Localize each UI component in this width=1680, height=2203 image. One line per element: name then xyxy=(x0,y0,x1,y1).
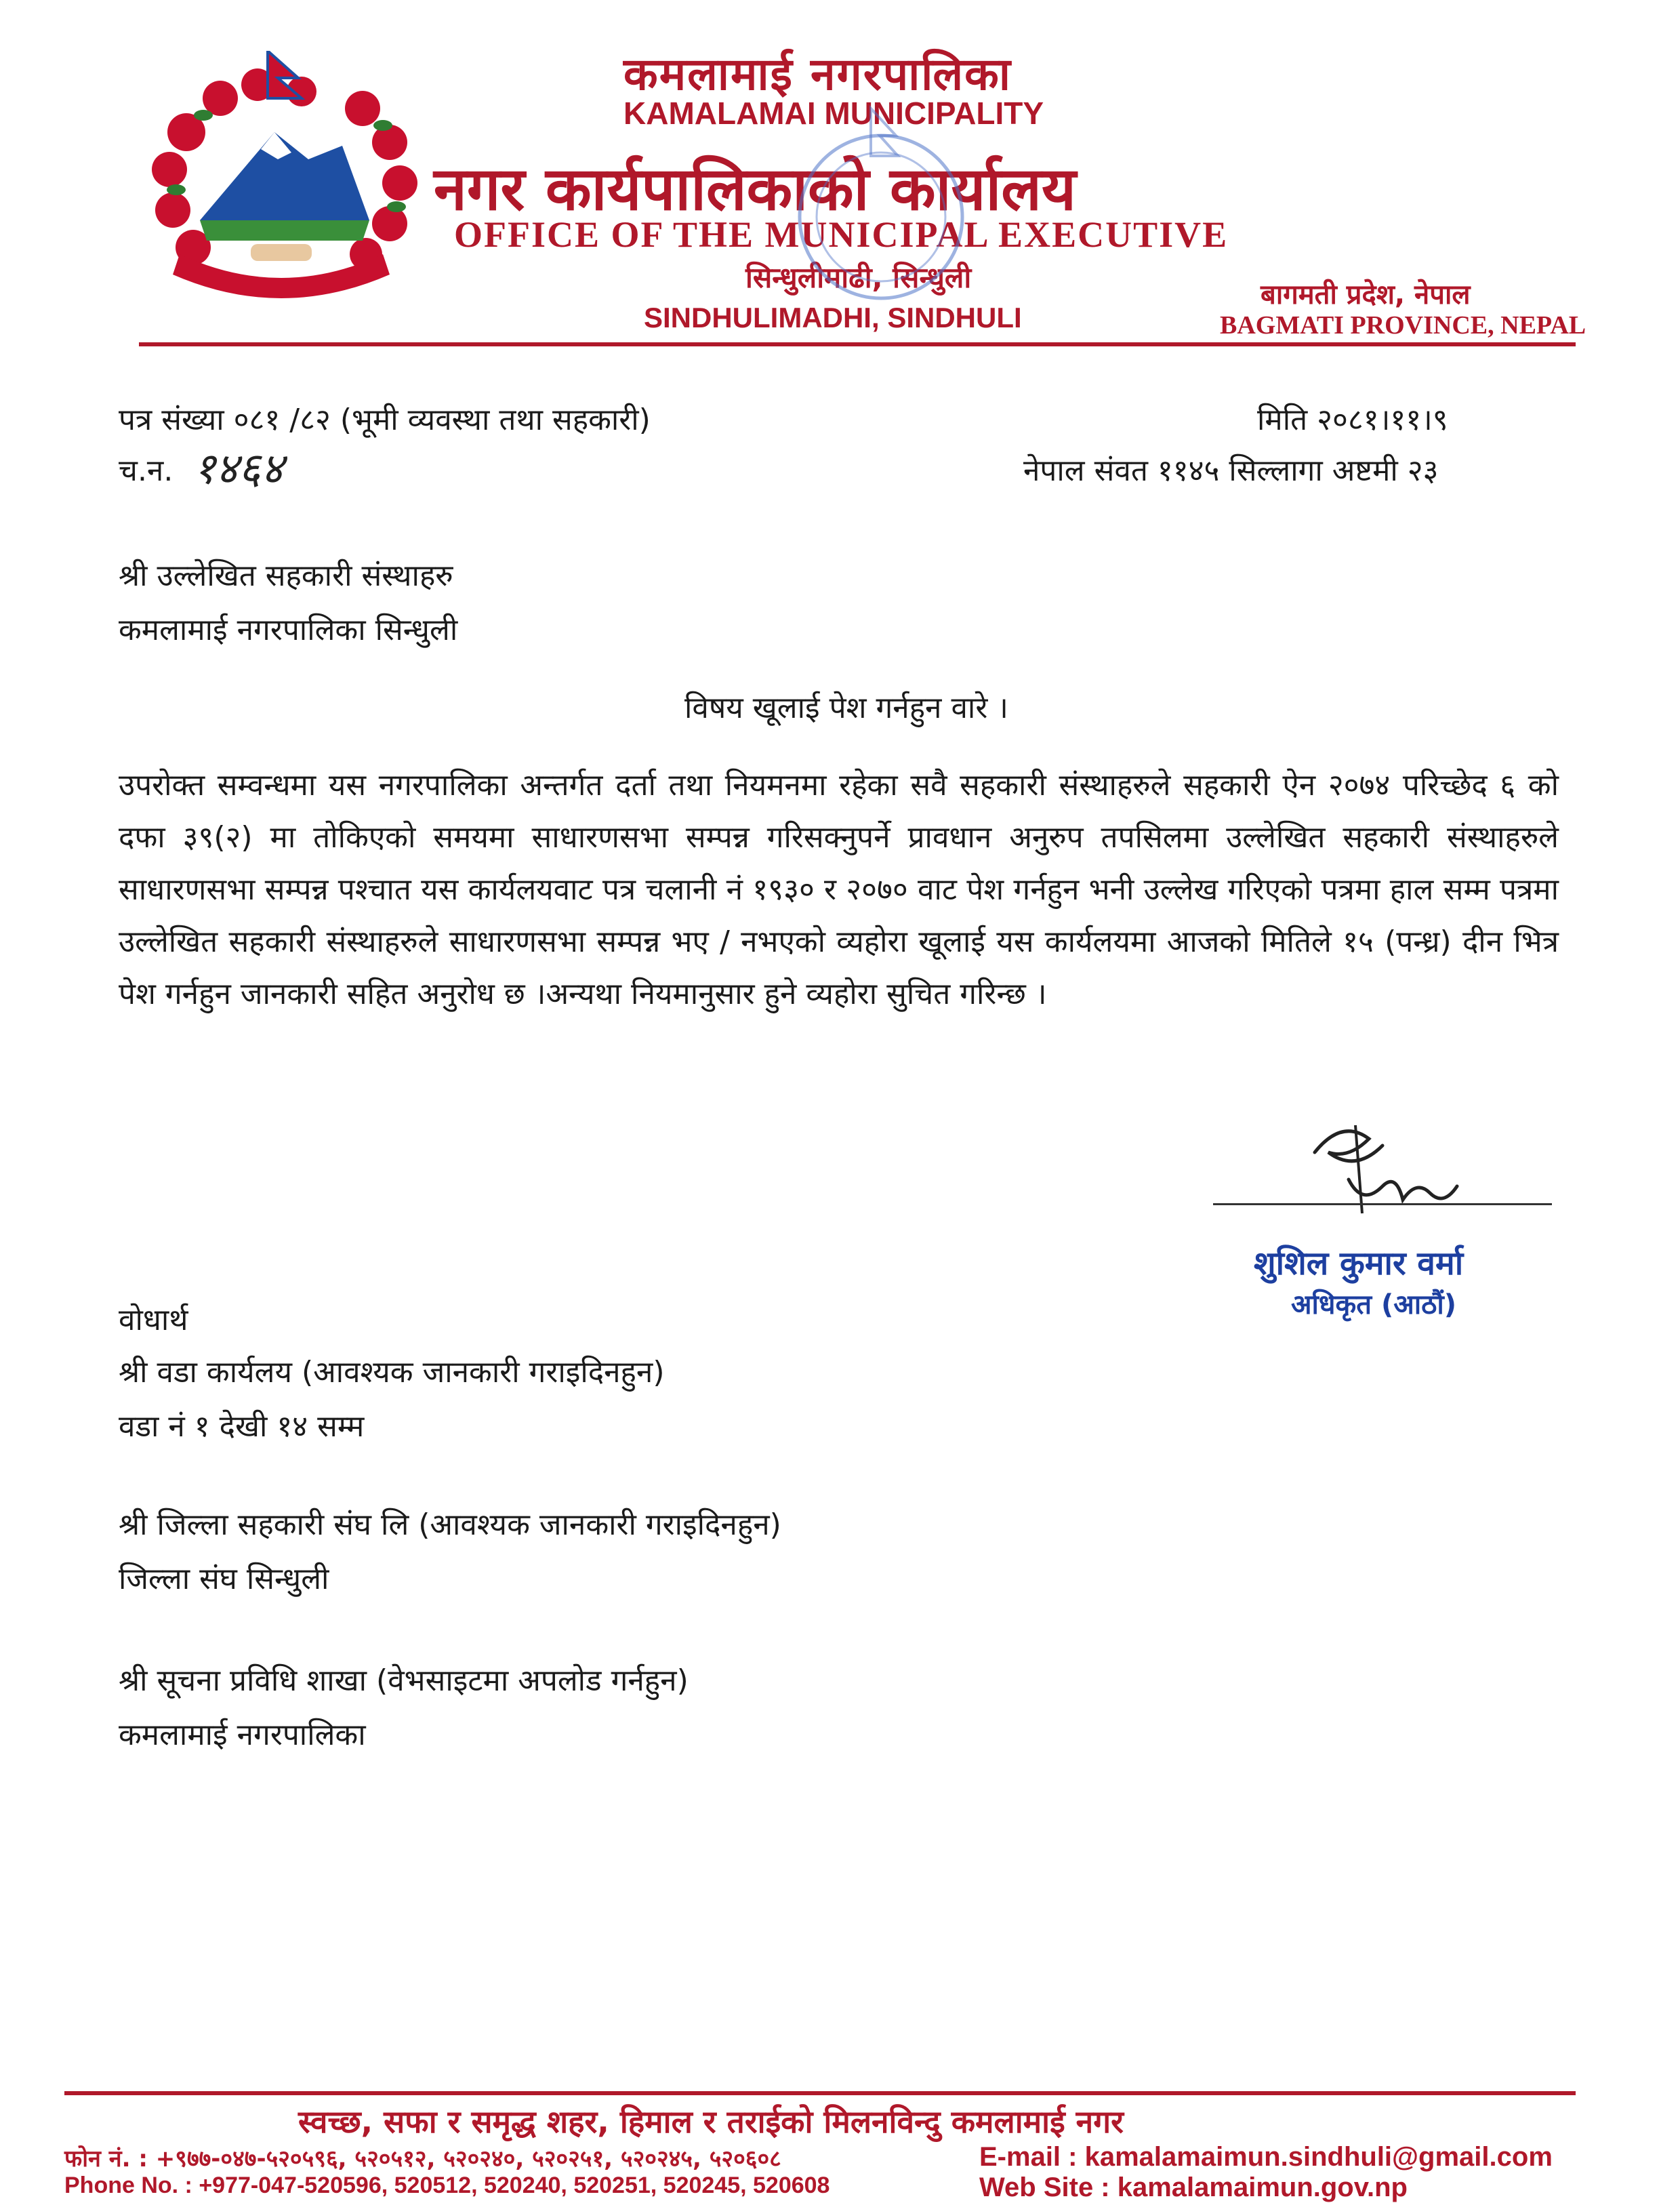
office-name-en: OFFICE OF THE MUNICIPAL EXECUTIVE xyxy=(454,214,1229,255)
cc-item-2-line-2: जिल्ला संघ सिन्धुली xyxy=(119,1562,329,1596)
footer-phone-np: फोन नं. : +९७७-०४७-५२०५९६, ५२०५१२, ५२०२४०, ५२०२५१, ५२०२४५, ५२०६०८ xyxy=(64,2145,781,2172)
footer-email: E-mail : kamalamaimun.sindhuli@gmail.com xyxy=(979,2142,1553,2172)
header-divider xyxy=(139,342,1576,346)
location-en: SINDHULIMADHI, SINDHULI xyxy=(644,302,1022,334)
dispatch-number-handwritten: १४६४ xyxy=(193,444,284,494)
letter-body: उपरोक्त सम्वन्धमा यस नगरपालिका अन्तर्गत दर्ता तथा नियमनमा रहेका सवै सहकारी संस्थाहरुले सहकारी ऐन २०७४ परिच्छेद ६ को दफा ३९(२) मा तोकिएको समयमा साधारणसभा सम्पन्न गरिसक्नुपर्ने प्रावधान अनुरुप तपसिलमा उल्लेखित सहकारी संस्थाहरुले साधारणसभा सम्पन्न पश्चात यस कार्यलयवाट पत्र चलानी नं १९३० र २०७० वाट पेश गर्नहुन भनी उल्लेख गरिएको पत्रमा हाल सम्म पत्रमा उल्लेखित सहकारी संस्थाहरुले साधारणसभा सम्पन्न भए / नभएको व्यहोरा खूलाई यस कार्यलयमा आजको मितिले १५ (पन्ध्र) दीन भित्र पेश गर्नहुन जानकारी सहित अनुरोध छ ।अन्यथा नियमानुसार हुने व्यहोरा सुचित गरिन्छ । xyxy=(119,768,1559,1011)
nepal-samvat-date: नेपाल संवत ११४५ सिल्लागा अष्टमी २३ xyxy=(1023,453,1439,488)
municipality-name-en: KAMALAMAI MUNICIPALITY xyxy=(623,96,1044,131)
recipient-line-1: श्री उल्लेखित सहकारी संस्थाहरु xyxy=(119,559,453,593)
recipient-line-2: कमलामाई नगरपालिका सिन्धुली xyxy=(119,613,458,647)
stamp-svg xyxy=(779,81,983,319)
signatory-name: शुशिल कुमार वर्मा xyxy=(1254,1245,1464,1282)
municipality-name-np: कमलामाई नगरपालिका xyxy=(623,48,1012,100)
letter-date: मिति २०८१।११।९ xyxy=(1257,403,1448,437)
dispatch-label: च.न. xyxy=(119,453,173,488)
reference-number: पत्र संख्या ०८१ /८२ (भूमी व्यवस्था तथा सहकारी) xyxy=(119,403,651,437)
signatory-title: अधिकृत (आठौं) xyxy=(1291,1289,1457,1320)
province-en: BAGMATI PROVINCE, NEPAL xyxy=(1220,311,1586,340)
footer-divider xyxy=(64,2091,1576,2095)
signature-line xyxy=(1213,1203,1552,1205)
office-name-np: नगर कार्यपालिकाको कार्यालय xyxy=(434,154,1076,224)
footer-slogan: स्वच्छ, सफा र समृद्ध शहर, हिमाल र तराईको मिलनविन्दु कमलामाई नगर xyxy=(298,2103,1124,2140)
cc-item-3-line-1: श्री सूचना प्रविधि शाखा (वेभसाइटमा अपलोड गर्नहुन) xyxy=(119,1663,689,1698)
letter-subject: विषय खूलाई पेश गर्नहुन वारे । xyxy=(684,691,1008,725)
cc-item-3-line-2: कमलामाई नगरपालिका xyxy=(119,1718,366,1752)
emblem-logo xyxy=(139,51,424,308)
office-stamp xyxy=(779,81,983,319)
footer-website: Web Site : kamalamaimun.gov.np xyxy=(979,2172,1408,2202)
emblem-svg xyxy=(139,51,424,308)
cc-heading: वोधार्थ xyxy=(119,1303,188,1337)
cc-item-1-line-1: श्री वडा कार्यलय (आवश्यक जानकारी गराइदिनहुन) xyxy=(119,1355,665,1390)
cc-item-1-line-2: वडा नं १ देखी १४ सम्म xyxy=(119,1409,365,1444)
location-np: सिन्धुलीमाढी, सिन्धुली xyxy=(745,261,972,294)
province-np: बागमती प्रदेश, नेपाल xyxy=(1261,279,1471,310)
footer-phone-en: Phone No. : +977-047-520596, 520512, 520240, 520251, 520245, 520608 xyxy=(64,2172,830,2198)
cc-item-2-line-1: श्री जिल्ला सहकारी संघ लि (आवश्यक जानकारी गराइदिनहुन) xyxy=(119,1508,781,1542)
